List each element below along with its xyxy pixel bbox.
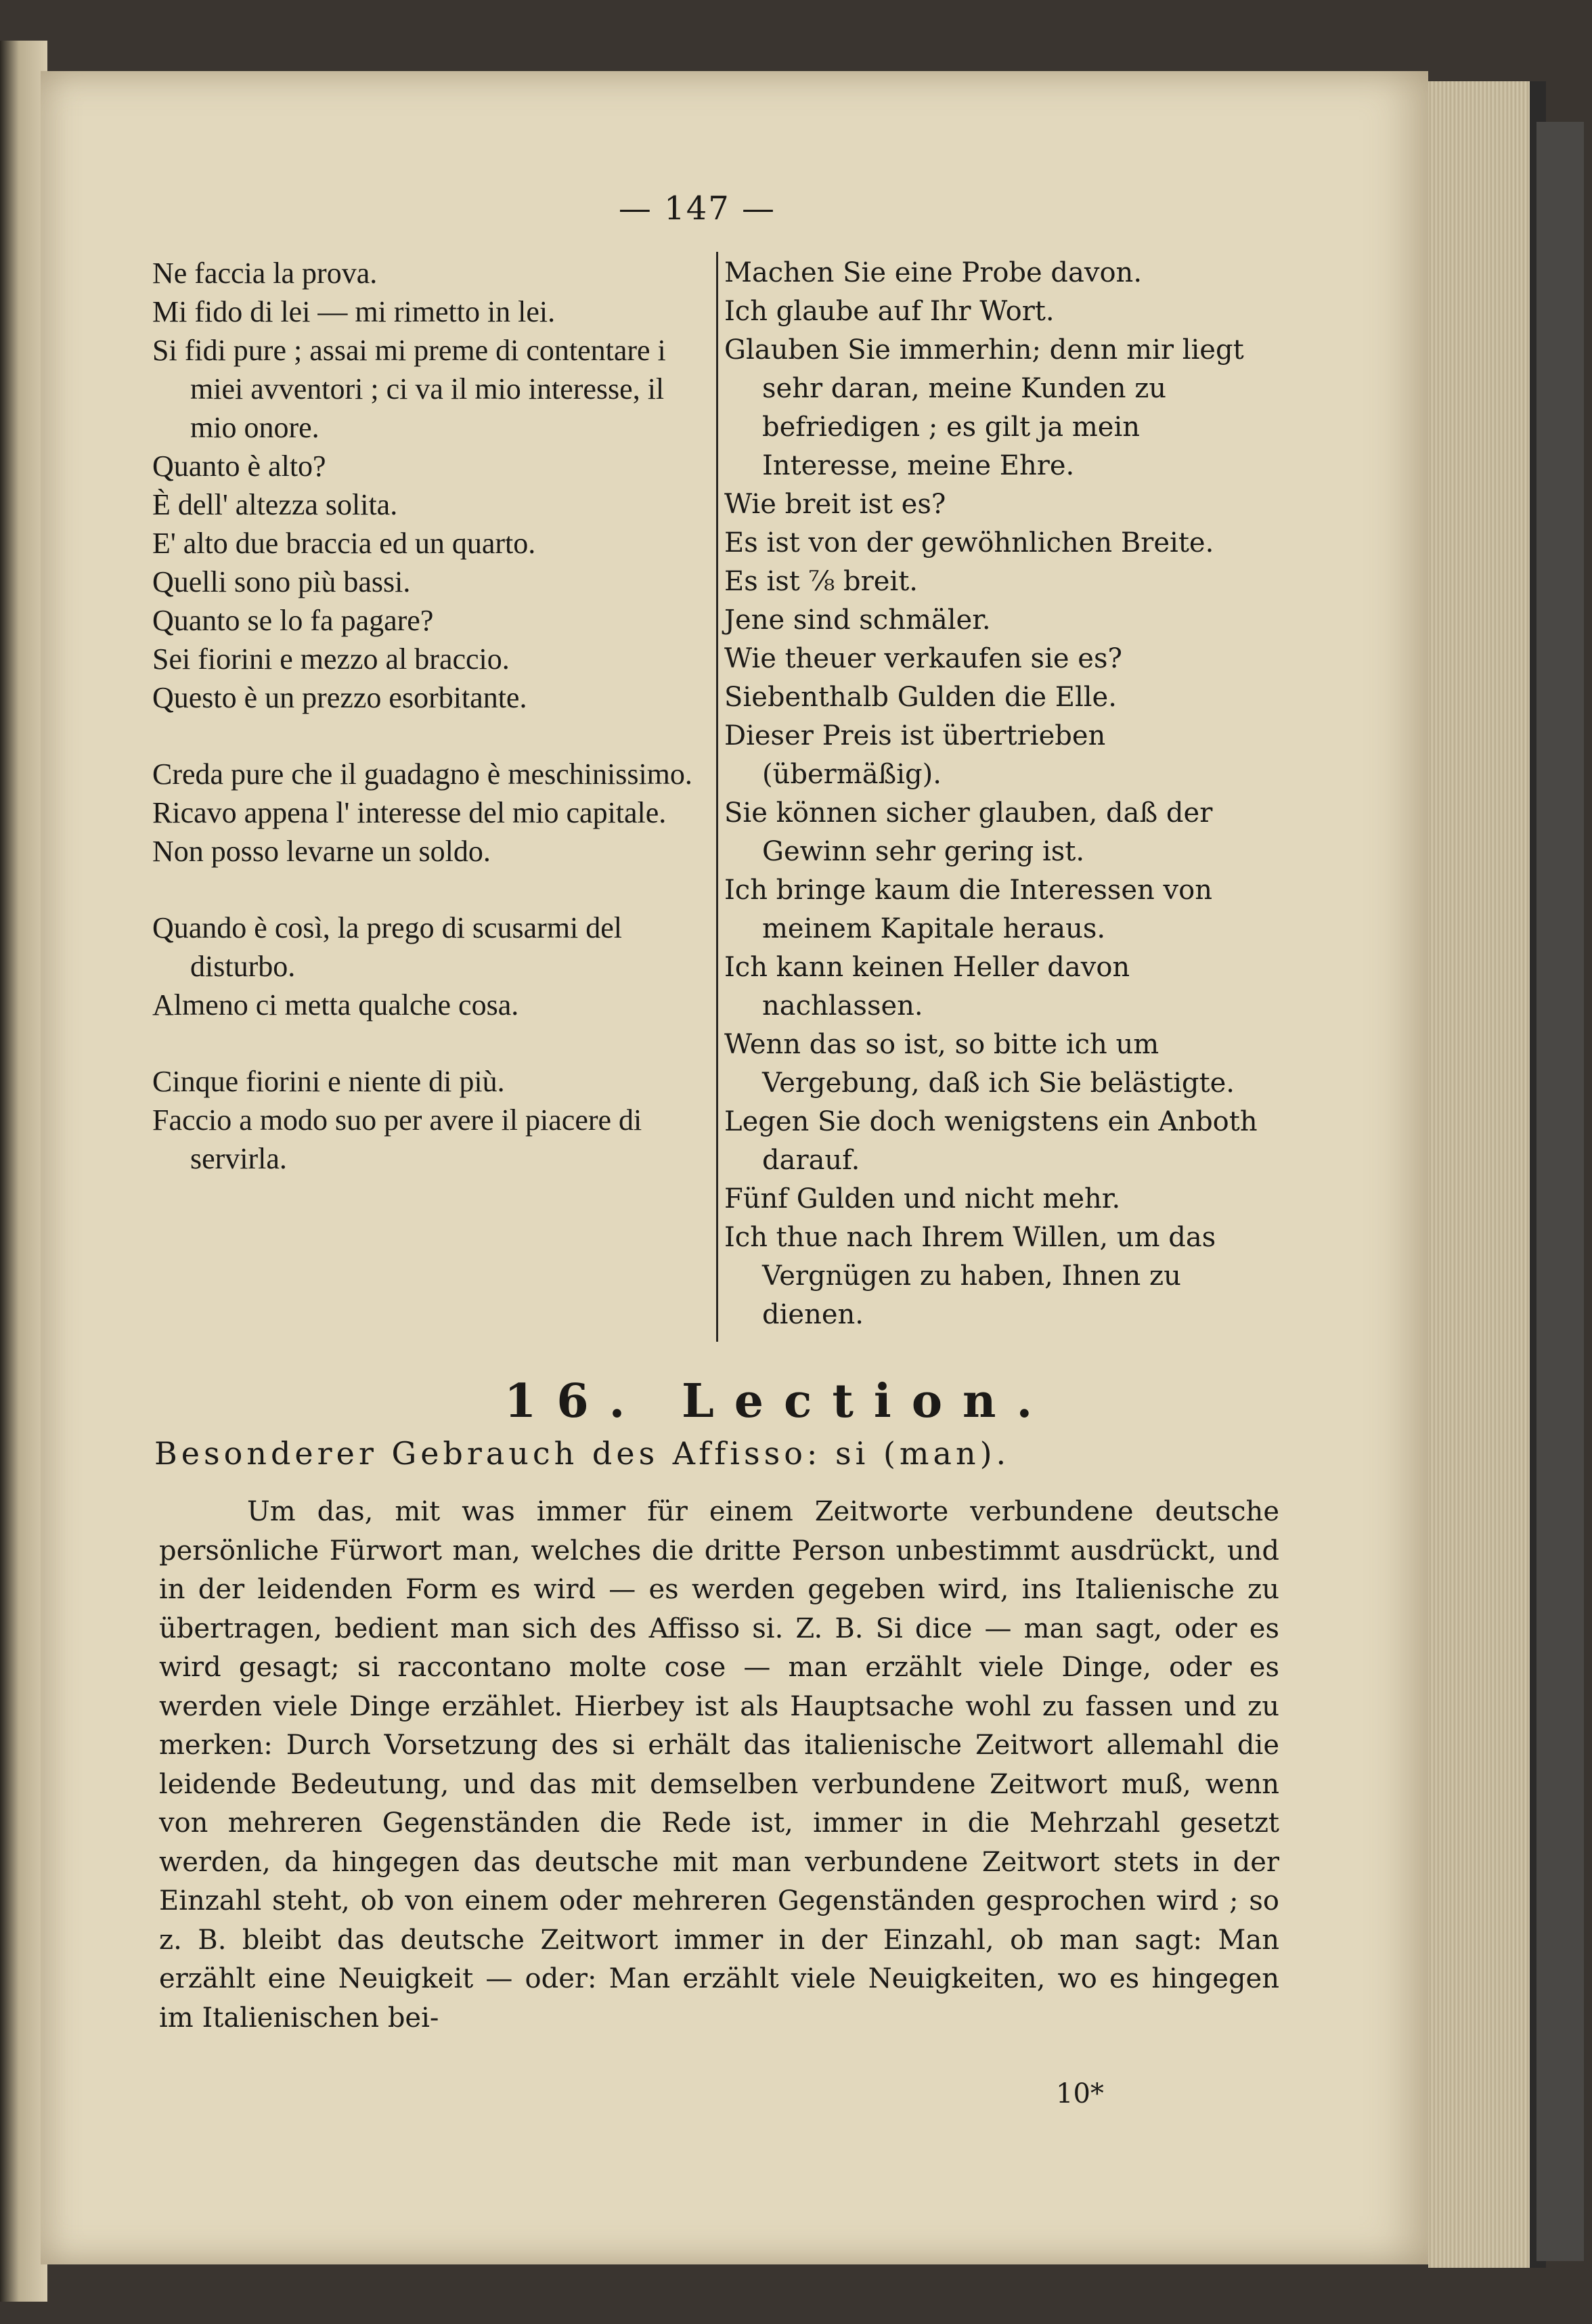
phrase-line: Fünf Gulden und nicht mehr.	[724, 1183, 1121, 1214]
page-stack-edges	[1428, 81, 1546, 2268]
signature-mark: 10*	[1056, 2078, 1104, 2109]
phrase-line: Wie breit ist es?	[724, 489, 946, 520]
phrase-line: Machen Sie eine Probe davon.	[724, 257, 1143, 288]
phrase-line: Ricavo appena l' interesse del mio capitale.	[152, 796, 667, 829]
phrase-line: Sie können sicher glauben, daß der Gewinn sehr gering ist.	[724, 797, 1213, 867]
phrase-line: Quando è così, la prego di scusarmi del disturbo.	[152, 911, 623, 983]
phrase-line: Ich bringe kaum die Interessen von meinem Kapitale heraus.	[724, 875, 1212, 944]
phrase-line: Sei fiorini e mezzo al braccio.	[152, 642, 510, 676]
phrase-line: È dell' altezza solita.	[152, 488, 398, 521]
phrase-line: Cinque fiorini e niente di più.	[152, 1065, 505, 1098]
phrase-line: Creda pure che il guadagno è meschinissimo.	[152, 758, 692, 791]
phrase-line: Ich glaube auf Ihr Wort.	[724, 296, 1055, 327]
phrase-line: Si fidi pure ; assai mi preme di contentare i miei avventori ; ci va il mio interesse, il mio onore.	[152, 334, 666, 444]
phrase-line: Wie theuer verkaufen sie es?	[724, 643, 1122, 674]
phrase-line: Ich kann keinen Heller davon nachlassen.	[724, 952, 1130, 1022]
lesson-body-text: Um das, mit was immer für einem Zeitworte verbundene deutsche persönliche Fürwort man, welches die dritte Person unbestimmt ausdrückt, und in der leidenden Form es wird — es werden gegeben wird, ins Italienische zu übertragen, bedient man sich des Affisso si. Z. B. Si dice — man sagt, oder es wird gesagt; si raccontano molte cose — man erzählt viele Dinge, oder es werden viele Dinge erzählet. Hierbey ist als Hauptsache wohl zu fassen und zu merken: Durch Vorsetzung des si erhält das italienische Zeitwort allemahl die leidende Bedeutung, und das mit demselben verbundene Zeitwort muß, wenn von mehreren Gegenständen die Rede ist, immer in die Mehrzahl gesetzt werden, da hingegen das deutsche mit man verbundene Zeitwort stets in der Einzahl steht, ob von einem oder mehreren Gegenständen gesprochen wird ; so z. B. bleibt das deutsche Zeitwort immer in der Einzahl, ob man sagt: Man erzählt eine Neuigkeit — oder: Man erzählt viele Neuigkeiten, wo es hingegen im Italienischen bei-	[159, 1496, 1279, 2034]
phrase-line: Quanto è alto?	[152, 450, 326, 483]
phrase-line: Dieser Preis ist übertrieben (übermäßig).	[724, 720, 1106, 790]
lesson-title: 16. Lection.	[504, 1374, 1053, 1428]
spacer	[152, 1024, 704, 1062]
book-spine	[1536, 122, 1584, 2261]
phrase-line: Almeno ci metta qualche cosa.	[152, 988, 519, 1022]
spacer	[152, 717, 704, 755]
phrase-line: Mi fido di lei — mi rimetto in lei.	[152, 295, 556, 328]
phrase-line: Legen Sie doch wenigstens ein Anboth darauf.	[724, 1106, 1258, 1176]
page-number: — 147 —	[618, 190, 776, 227]
phrase-line: Non posso levarne un soldo.	[152, 835, 491, 868]
german-column	[724, 254, 1279, 1334]
phrase-line: Ich thue nach Ihrem Willen, um das Vergnügen zu haben, Ihnen zu dienen.	[724, 1222, 1216, 1330]
spacer	[152, 871, 704, 908]
phrase-line: Siebenthalb Gulden die Elle.	[724, 682, 1117, 713]
phrase-line: Wenn das so ist, so bitte ich um Vergebung, daß ich Sie belästigte.	[724, 1029, 1235, 1099]
phrase-line: Quanto se lo fa pagare?	[152, 604, 434, 637]
phrase-line: E' alto due braccia ed un quarto.	[152, 527, 536, 560]
phrase-line: Quelli sono più bassi.	[152, 565, 411, 598]
phrase-line: Es ist von der gewöhnlichen Breite.	[724, 527, 1214, 558]
phrase-line: Jene sind schmäler.	[724, 605, 991, 636]
lesson-subtitle: Besonderer Gebrauch des Affisso: si (man).	[154, 1435, 1011, 1472]
phrase-line: Faccio a modo suo per avere il piacere di servirla.	[152, 1103, 642, 1175]
column-divider	[716, 252, 718, 1342]
italian-column	[152, 254, 704, 1178]
phrase-line: Ne faccia la prova.	[152, 257, 378, 290]
phrase-line: Es ist ⅞ breit.	[724, 566, 919, 597]
phrase-line: Glauben Sie immerhin; denn mir liegt sehr daran, meine Kunden zu befriedigen ; es gilt ja mein Interesse, meine Ehre.	[724, 334, 1244, 481]
phrase-line: Questo è un prezzo esorbitante.	[152, 681, 527, 714]
